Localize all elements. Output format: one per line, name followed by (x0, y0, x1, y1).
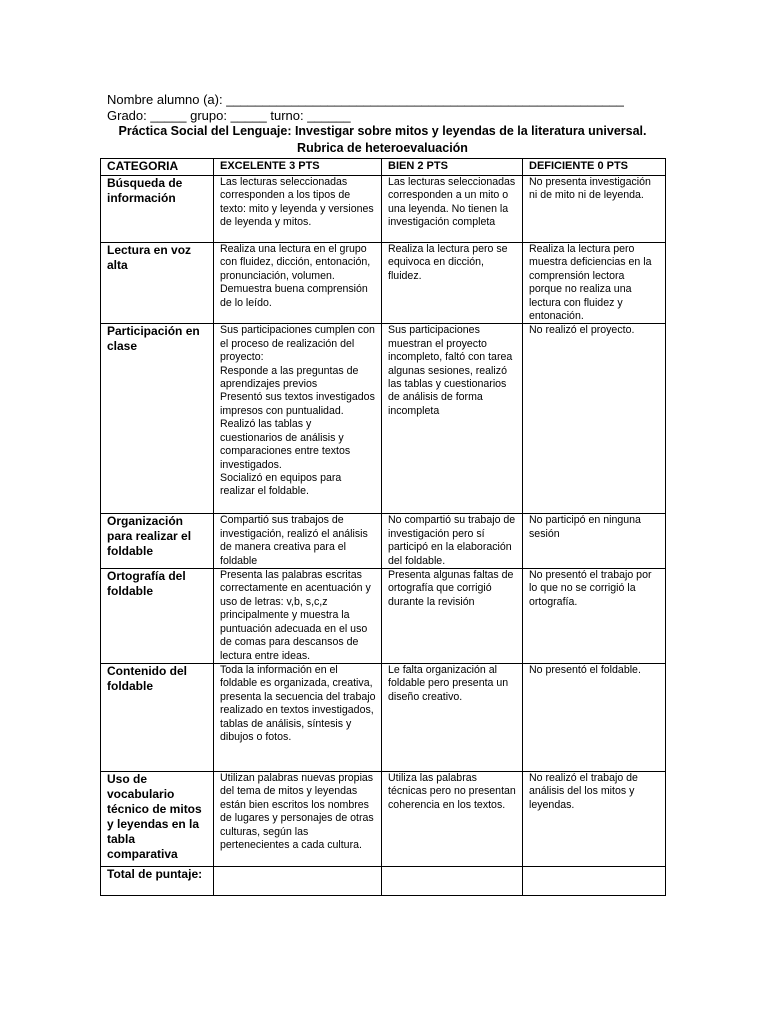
bien-cell: Le falta organización al foldable pero presenta un diseño creativo. (382, 663, 523, 771)
rubric-header-row (101, 159, 666, 176)
excelente-cell: Utilizan palabras nuevas propias del tema de mitos y leyendas están bien escritos los nombres de lugares y personajes de otras culturas, según las pertenecientes a cada cultura. (214, 771, 382, 866)
table-row (101, 663, 666, 771)
bien-cell: Presenta algunas faltas de ortografía que corrigió durante la revisión (382, 569, 523, 664)
table-row (101, 514, 666, 569)
total-excelente-field[interactable] (214, 866, 382, 895)
table-row (101, 243, 666, 324)
excelente-cell: Sus participaciones cumplen con el proceso de realización del proyecto: Responde a las preguntas de aprendizajes previos Presentó sus textos investigados impresos con puntualidad. Realizó las tablas y cuestionarios de análisis y comparaciones entre textos investigados. Socializó en equipos para realizar el foldable. (214, 324, 382, 514)
total-bien-field[interactable] (382, 866, 523, 895)
total-deficiente-field[interactable] (523, 866, 666, 895)
excelente-cell: Presenta las palabras escritas correctamente en acentuación y uso de letras: v,b, s,c,z principalmente y muestra la puntuación adecuada en el uso de comas para descansos de lectura entre ideas. (214, 569, 382, 664)
table-row (101, 324, 666, 514)
bien-cell: Las lecturas seleccionadas corresponden a un mito o una leyenda. No tienen la investigación completa (382, 176, 523, 243)
deficiente-cell: No participó en ninguna sesión (523, 514, 666, 569)
header-excelente: EXCELENTE 3 PTS (214, 159, 382, 176)
table-row (101, 176, 666, 243)
criterion-cell: Lectura en voz alta (101, 243, 214, 324)
criterion-cell: Participación en clase (101, 324, 214, 514)
criterion-cell: Organización para realizar el foldable (101, 514, 214, 569)
criterion-cell: Uso de vocabulario técnico de mitos y leyendas en la tabla comparativa (101, 771, 214, 866)
excelente-cell: Toda la información en el foldable es organizada, creativa, presenta la secuencia del trabajo realizado en textos investigados, tablas de análisis, síntesis y dibujos o fotos. (214, 663, 382, 771)
table-row (101, 771, 666, 866)
header-deficiente: DEFICIENTE 0 PTS (523, 159, 666, 176)
document-subtitle: Rubrica de heteroevaluación (297, 141, 468, 155)
criterion-cell: Ortografía del foldable (101, 569, 214, 664)
criterion-cell: Contenido del foldable (101, 663, 214, 771)
table-row (101, 569, 666, 664)
document-title: Práctica Social del Lenguaje: Investigar sobre mitos y leyendas de la literatura universal. (118, 124, 647, 138)
bien-cell: Utiliza las palabras técnicas pero no presentan coherencia en los textos. (382, 771, 523, 866)
excelente-cell: Realiza una lectura en el grupo con fluidez, dicción, entonación, pronunciación, volumen. Demuestra buena comprensión de lo leído. (214, 243, 382, 324)
deficiente-cell: No presenta investigación ni de mito ni de leyenda. (523, 176, 666, 243)
student-name-line: Nombre alumno (a): _______________________________________________________ (107, 92, 624, 107)
excelente-cell: Compartió sus trabajos de investigación, realizó el análisis de manera creativa para el foldable (214, 514, 382, 569)
deficiente-cell: No presentó el trabajo por lo que no se corrigió la ortografía. (523, 569, 666, 664)
header-bien: BIEN 2 PTS (382, 159, 523, 176)
deficiente-cell: No presentó el foldable. (523, 663, 666, 771)
rubric-table (100, 158, 666, 896)
deficiente-cell: No realizó el trabajo de análisis del los mitos y leyendas. (523, 771, 666, 866)
grade-group-shift-line: Grado: _____ grupo: _____ turno: ______ (107, 108, 351, 123)
bien-cell: No compartió su trabajo de investigación pero sí participó en la elaboración del foldable. (382, 514, 523, 569)
bien-cell: Sus participaciones muestran el proyecto incompleto, faltó con tarea algunas sesiones, realizó las tablas y cuestionarios de análisis de forma incompleta (382, 324, 523, 514)
criterion-cell: Búsqueda de información (101, 176, 214, 243)
bien-cell: Realiza la lectura pero se equivoca en dicción, fluidez. (382, 243, 523, 324)
deficiente-cell: No realizó el proyecto. (523, 324, 666, 514)
excelente-cell: Las lecturas seleccionadas corresponden a los tipos de texto: mito y leyenda y versiones de leyenda y mitos. (214, 176, 382, 243)
total-score-label: Total de puntaje: (101, 866, 214, 895)
table-row (101, 866, 666, 895)
deficiente-cell: Realiza la lectura pero muestra deficiencias en la comprensión lectora porque no realiza una lectura con fluidez y entonación. (523, 243, 666, 324)
header-categoria: CATEGORIA (101, 159, 214, 176)
